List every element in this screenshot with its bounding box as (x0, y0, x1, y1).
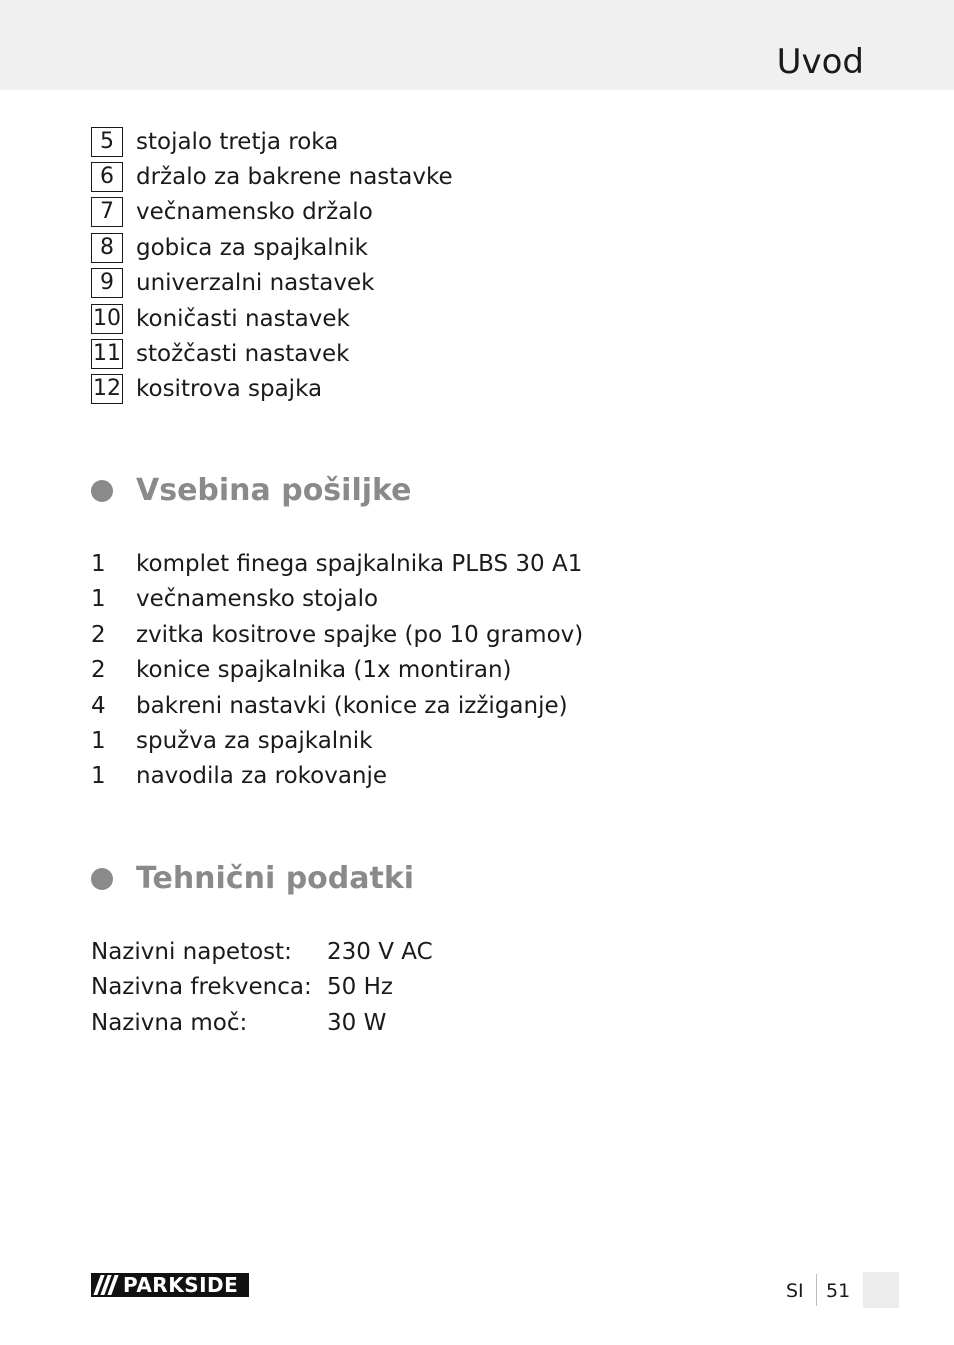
list-item (91, 372, 323, 407)
list-item (91, 159, 453, 194)
item-label: spužva za spajkalnik (136, 727, 373, 754)
item-label: večnamensko stojalo (136, 586, 379, 613)
part-number-box: 7 (91, 197, 123, 227)
part-number-box: 10 (91, 304, 123, 334)
spec-label: Nazivna moč: (91, 1009, 248, 1036)
section-heading-specs (91, 861, 415, 896)
item-label: konice spajkalnika (1x montiran) (136, 657, 512, 684)
part-label: držalo za bakrene nastavke (136, 164, 453, 191)
part-label: stojalo tretja roka (136, 128, 339, 155)
part-number-box: 5 (91, 127, 123, 157)
part-number-box: 12 (91, 374, 123, 404)
section-title: Tehnični podatki (136, 861, 415, 896)
page-title: Uvod (776, 42, 864, 82)
item-quantity: 1 (91, 727, 106, 754)
parts-list (91, 124, 453, 407)
list-item (91, 266, 375, 301)
spec-value: 30 W (327, 1009, 387, 1036)
list-item (91, 336, 350, 371)
part-label: kositrova spajka (136, 376, 323, 403)
footer-tab-box (863, 1272, 899, 1308)
spec-value: 230 V AC (327, 939, 433, 965)
item-label: komplet finega spajkalnika PLBS 30 A1 (136, 551, 583, 577)
list-item (91, 230, 368, 265)
spec-label: Nazivni napetost: (91, 939, 292, 965)
part-number-box: 6 (91, 162, 123, 192)
item-label: bakreni nastavki (konice za izžiganje) (136, 692, 568, 719)
section-heading-contents (91, 473, 412, 508)
spec-label: Nazivna frekvenca: (91, 974, 312, 1001)
item-label: zvitka kositrove spajke (po 10 gramov) (136, 621, 584, 648)
part-label: univerzalni nastavek (136, 270, 375, 297)
item-quantity: 4 (91, 692, 106, 719)
part-label: koničasti nastavek (136, 305, 350, 332)
item-quantity: 2 (91, 621, 106, 648)
part-number-box: 11 (91, 339, 123, 369)
item-quantity: 2 (91, 657, 106, 684)
item-label: navodila za rokovanje (136, 763, 388, 790)
part-label: gobica za spajkalnik (136, 234, 368, 261)
parkside-logo (91, 1273, 249, 1297)
part-label: večnamensko držalo (136, 199, 373, 226)
list-item (91, 124, 339, 159)
item-quantity: 1 (91, 586, 106, 613)
section-title: Vsebina pošiljke (136, 473, 412, 508)
page-number: 51 (826, 1280, 851, 1302)
spec-value: 50 Hz (327, 974, 393, 1001)
logo-text: PARKSIDE (123, 1273, 239, 1297)
item-quantity: 1 (91, 551, 106, 577)
part-number-box: 8 (91, 233, 123, 263)
list-item (91, 195, 373, 230)
part-label: stožčasti nastavek (136, 341, 350, 368)
bullet-icon (91, 868, 113, 890)
footer-divider (816, 1274, 817, 1306)
logo-stripes-icon (91, 1273, 119, 1297)
part-number-box: 9 (91, 268, 123, 298)
language-code: SI (786, 1280, 804, 1302)
item-quantity: 1 (91, 763, 106, 790)
list-item (91, 301, 350, 336)
bullet-icon (91, 480, 113, 502)
